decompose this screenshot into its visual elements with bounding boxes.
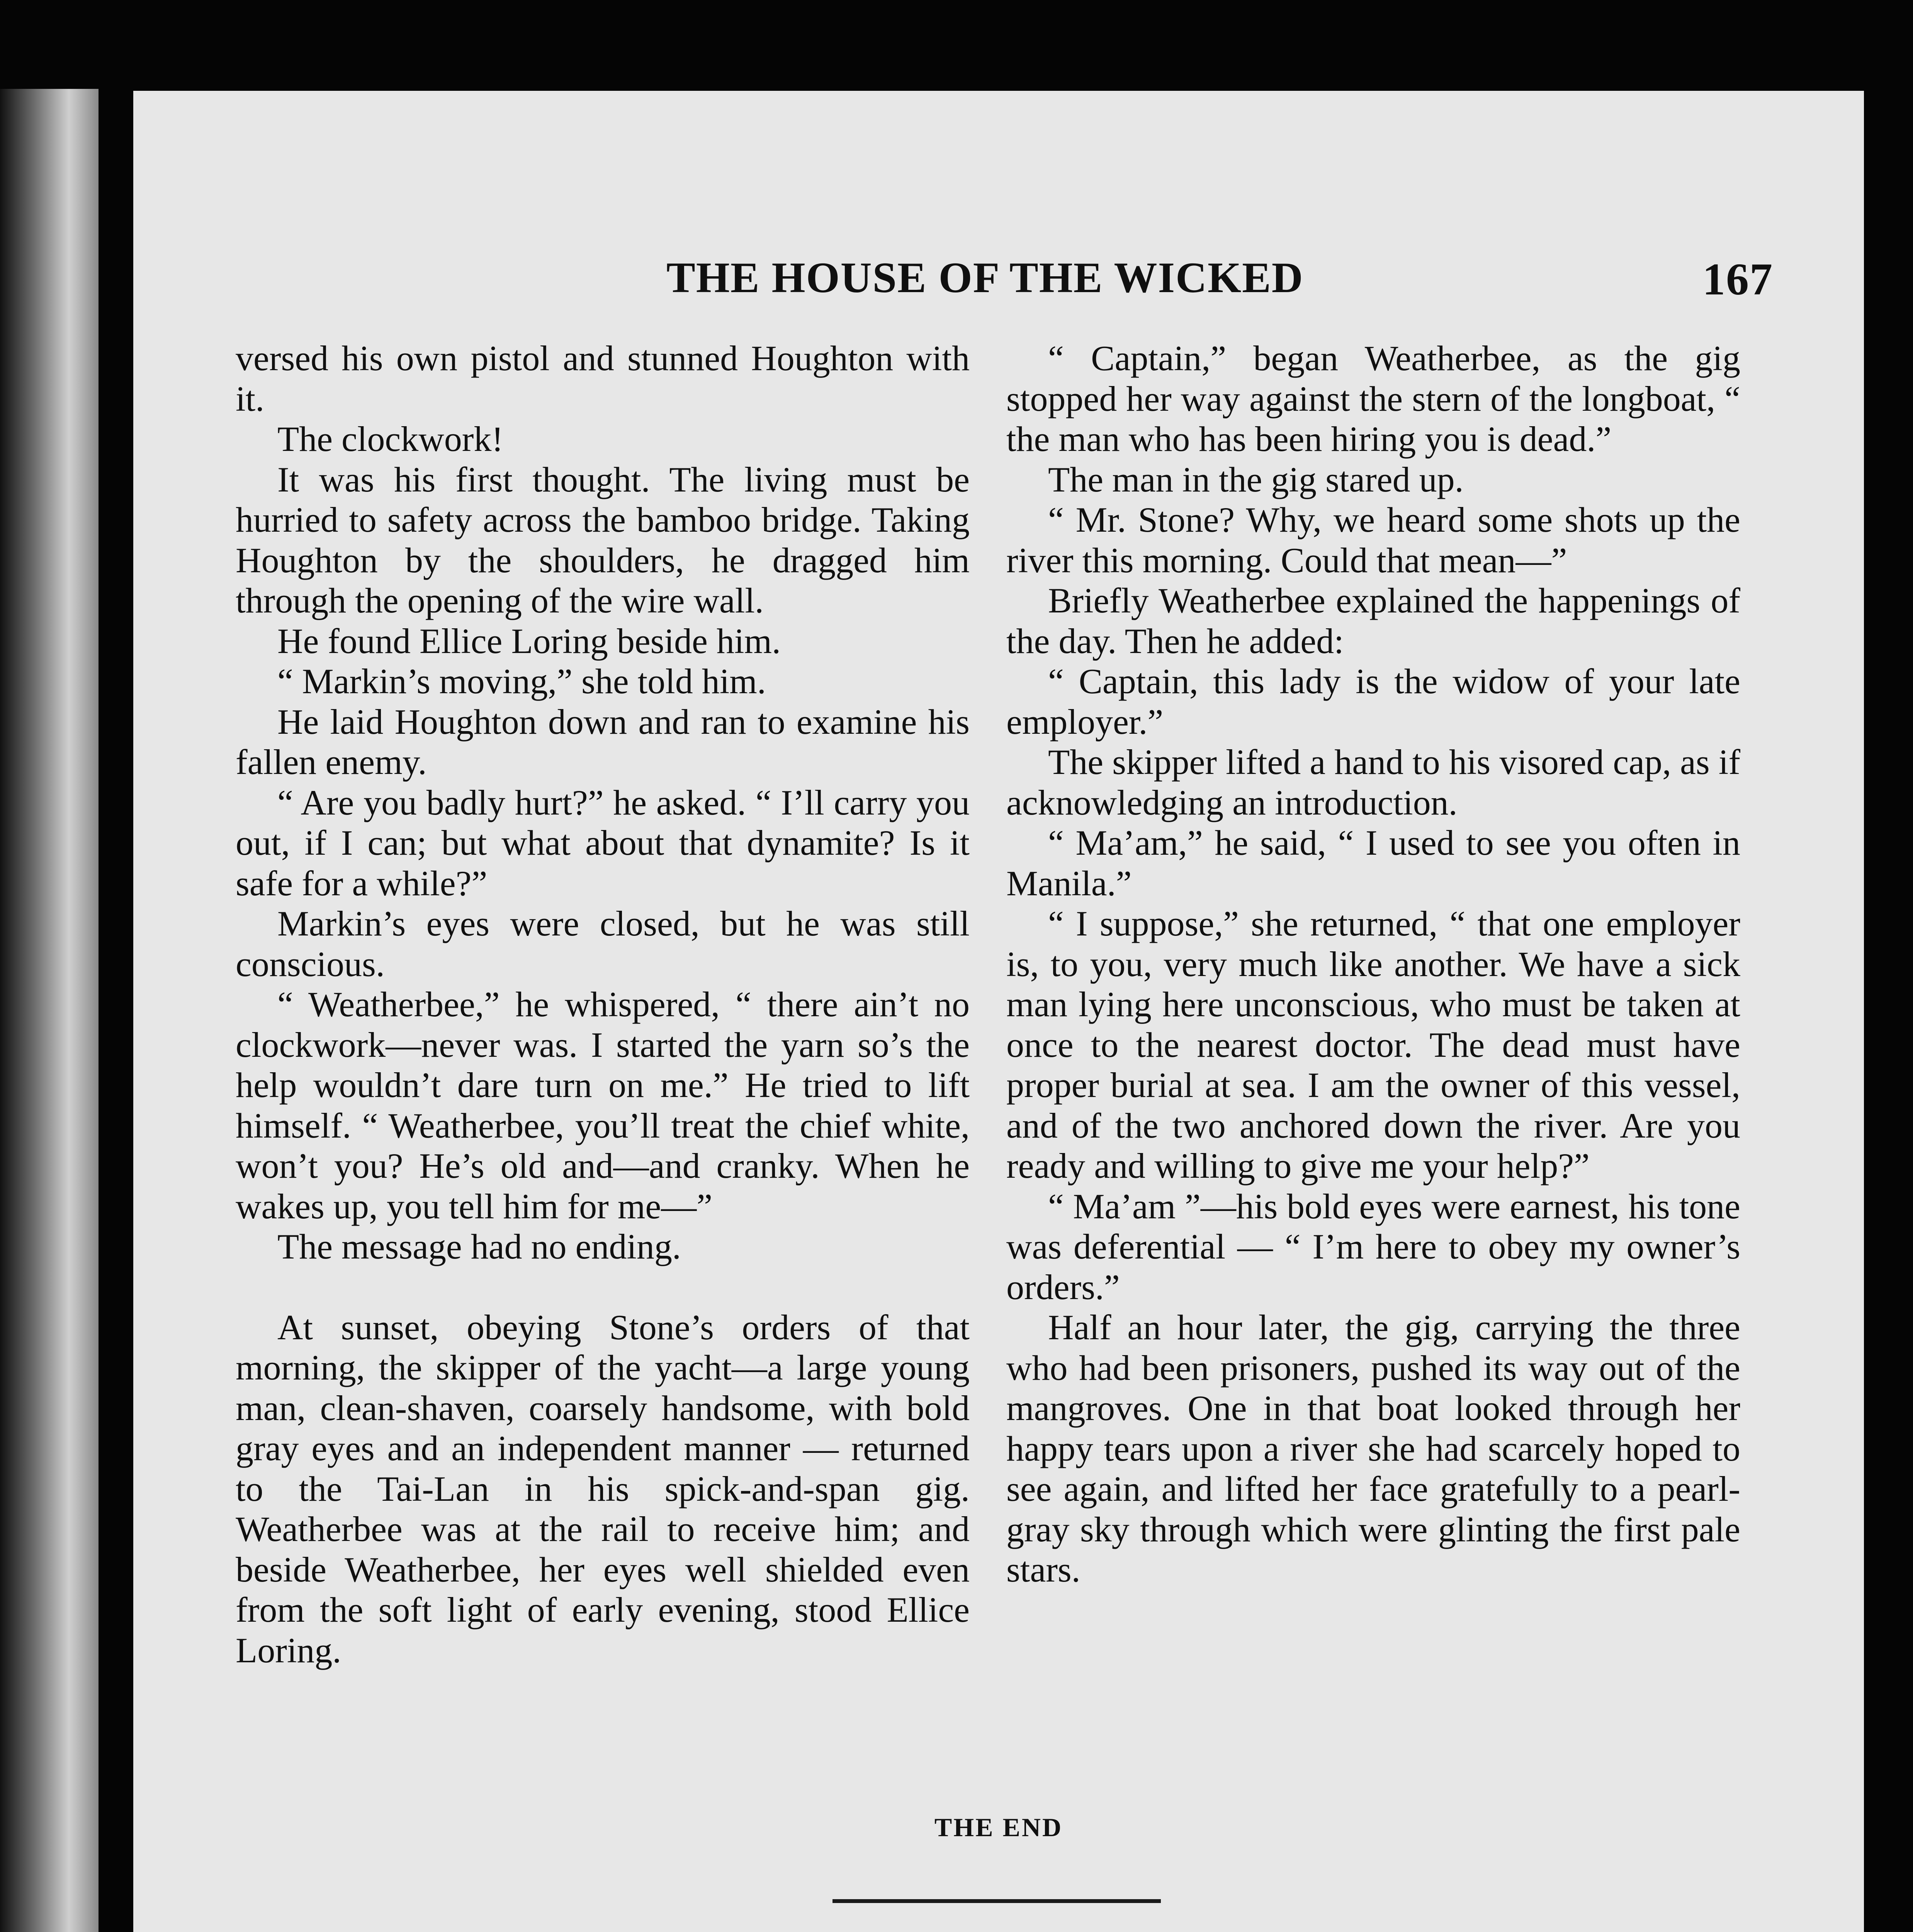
paragraph: He laid Houghton down and ran to examine his fallen enemy.	[236, 702, 970, 782]
page-number: 167	[1702, 254, 1773, 304]
paragraph: “ Captain, this lady is the widow of your late employer.”	[1006, 662, 1740, 742]
running-title: THE HOUSE OF THE WICKED	[666, 254, 1304, 302]
the-end-label: THE END	[934, 1813, 1063, 1842]
paragraph: The clockwork!	[277, 419, 503, 459]
right-text-column	[1006, 338, 1740, 1590]
paragraph: “ Captain,” began Weatherbee, as the gig stopped her way against the stern of the longboat, “ the man who has been hiring you is dead.”	[1006, 338, 1740, 459]
book-page	[133, 91, 1864, 1932]
paragraph: The message had no ending.	[277, 1227, 681, 1266]
section-divider	[832, 1899, 1161, 1903]
paragraph: “ Ma’am ”—his bold eyes were earnest, his tone was deferential — “ I’m here to obey my owner’s orders.”	[1006, 1186, 1740, 1307]
paragraph: “ Ma’am,” he said, “ I used to see you often in Manila.”	[1006, 823, 1740, 903]
paragraph: The man in the gig stared up.	[1048, 459, 1464, 499]
paragraph: “ Mr. Stone? Why, we heard some shots up the river this morning. Could that mean—”	[1006, 500, 1740, 580]
paragraph: Half an hour later, the gig, carrying the three who had been prisoners, pushed its way out of the mangroves. One in that boat looked through her happy tears upon a river she had scarcely hoped to see again, and lifted her face gratefully to a pearl-gray sky through which were glinting the first pale stars.	[1006, 1308, 1740, 1589]
paragraph: Briefly Weatherbee explained the happenings of the day. Then he added:	[1006, 581, 1740, 661]
paragraph: “ Markin’s moving,” she told him.	[277, 662, 766, 701]
paragraph: The skipper lifted a hand to his visored cap, as if acknowledging an introduction.	[1006, 742, 1740, 822]
paragraph: versed his own pistol and stunned Houghton with it.	[236, 338, 970, 418]
paragraph: He found Ellice Loring beside him.	[277, 621, 781, 661]
paragraph: Markin’s eyes were closed, but he was still conscious.	[236, 904, 970, 984]
paragraph: It was his first thought. The living must be hurried to safety across the bamboo bridge. Taking Houghton by the shoulders, he dragged him through the opening of the wire wall.	[236, 459, 970, 620]
paragraph: “ Weatherbee,” he whispered, “ there ain’t no clockwork—never was. I started the yarn so’s the help wouldn’t dare turn on me.” He tried to lift himself. “ Weatherbee, you’ll treat the chief white, won’t you? He’s old and—and cranky. When he wakes up, you tell him for me—”	[236, 985, 970, 1226]
running-header	[133, 253, 1864, 311]
adjacent-page-edge	[0, 89, 99, 1932]
paragraph: “ I suppose,” she returned, “ that one employer is, to you, very much like another. We have a sick man lying here unconscious, who must be taken at once to the nearest doctor. The dead must have proper burial at sea. I am the owner of this vessel, and of the two anchored down the river. Are you ready and willing to give me your help?”	[1006, 904, 1740, 1185]
paragraph: At sunset, obeying Stone’s orders of that morning, the skipper of the yacht—a large young man, clean-shaven, coarsely handsome, with bold gray eyes and an independent manner — returned to the Tai-Lan in his spick-and-span gig. Weatherbee was at the rail to receive him; and beside Weatherbee, her eyes well shielded even from the soft light of early evening, stood Ellice Loring.	[236, 1307, 970, 1670]
paragraph: “ Are you badly hurt?” he asked. “ I’ll carry you out, if I can; but what about that dynamite? Is it safe for a while?”	[236, 782, 970, 903]
left-text-column	[236, 338, 970, 1670]
